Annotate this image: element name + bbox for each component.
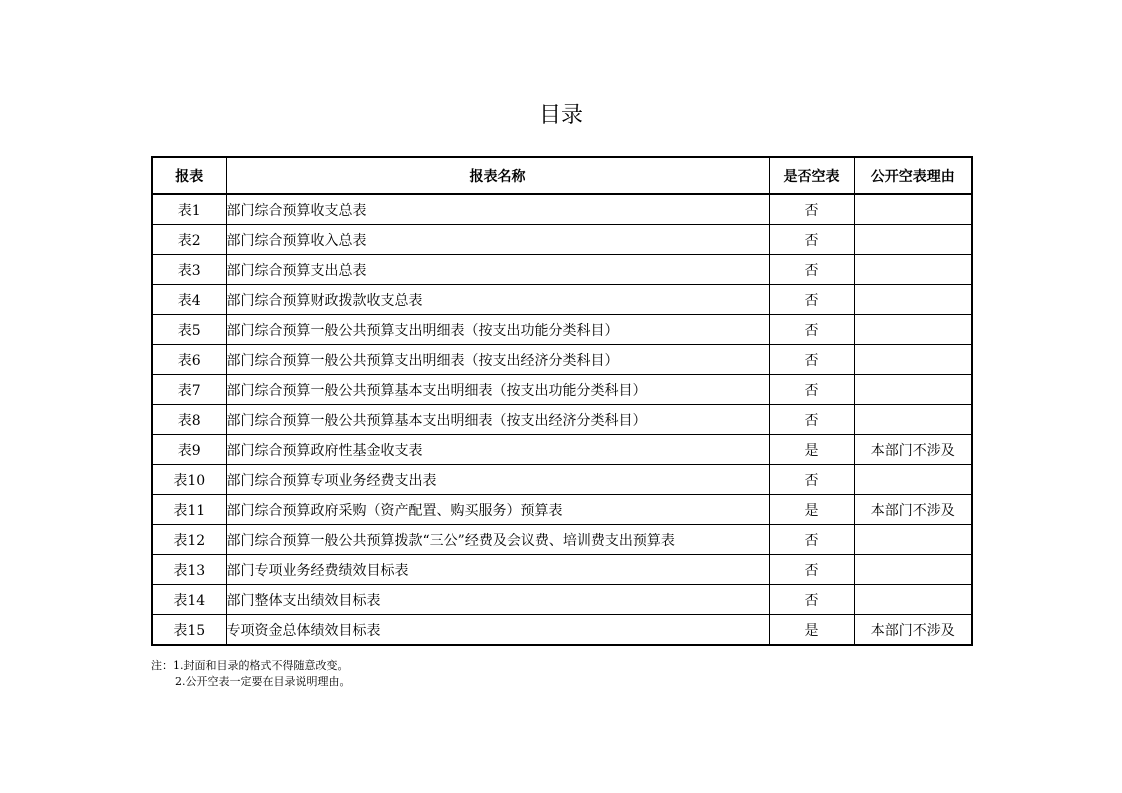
is-empty-cell: 否 [769,405,854,435]
is-empty-cell: 否 [769,375,854,405]
report-name-cell: 部门综合预算一般公共预算拨款“三公”经费及会议费、培训费支出预算表 [226,525,769,555]
footnote-2: 2.公开空表一定要在目录说明理由。 [175,675,351,688]
report-id-cell: 表2 [152,225,226,255]
empty-reason-cell [854,225,972,255]
table-row [152,194,972,225]
page-title: 目录 [538,103,583,128]
table-row [152,615,972,646]
report-id-cell: 表3 [152,255,226,285]
empty-reason-cell: 本部门不涉及 [854,615,972,646]
header-report-id: 报表 [152,157,226,194]
report-name-cell: 部门综合预算政府采购（资产配置、购买服务）预算表 [226,495,769,525]
header-is-empty: 是否空表 [769,157,854,194]
empty-reason-cell [854,255,972,285]
report-name-cell: 部门综合预算一般公共预算支出明细表（按支出功能分类科目） [226,315,769,345]
report-name-cell: 部门综合预算财政拨款收支总表 [226,285,769,315]
table-row [152,585,972,615]
report-name-cell: 部门综合预算收入总表 [226,225,769,255]
table-row [152,495,972,525]
empty-reason-cell [854,375,972,405]
header-empty-reason: 公开空表理由 [854,157,972,194]
is-empty-cell: 否 [769,345,854,375]
table-row [152,465,972,495]
report-name-cell: 专项资金总体绩效目标表 [226,615,769,646]
empty-reason-cell [854,405,972,435]
report-name-cell: 部门综合预算一般公共预算基本支出明细表（按支出经济分类科目） [226,405,769,435]
is-empty-cell: 否 [769,225,854,255]
empty-reason-cell [854,315,972,345]
report-name-cell: 部门综合预算支出总表 [226,255,769,285]
report-id-cell: 表5 [152,315,226,345]
is-empty-cell: 是 [769,495,854,525]
report-id-cell: 表9 [152,435,226,465]
report-id-cell: 表10 [152,465,226,495]
empty-reason-cell [854,525,972,555]
report-name-cell: 部门综合预算政府性基金收支表 [226,435,769,465]
report-name-cell: 部门综合预算一般公共预算基本支出明细表（按支出功能分类科目） [226,375,769,405]
header-report-name: 报表名称 [226,157,769,194]
report-id-cell: 表14 [152,585,226,615]
report-name-cell: 部门整体支出绩效目标表 [226,585,769,615]
is-empty-cell: 是 [769,435,854,465]
table-row [152,285,972,315]
is-empty-cell: 否 [769,255,854,285]
report-name-cell: 部门综合预算专项业务经费支出表 [226,465,769,495]
report-id-cell: 表6 [152,345,226,375]
table-body [152,194,972,645]
empty-reason-cell [854,585,972,615]
table-row [152,225,972,255]
table-row [152,435,972,465]
footnotes [151,658,351,690]
empty-reason-cell [854,194,972,225]
table-row [152,375,972,405]
report-id-cell: 表12 [152,525,226,555]
report-id-cell: 表1 [152,194,226,225]
table-row [152,255,972,285]
is-empty-cell: 否 [769,285,854,315]
empty-reason-cell: 本部门不涉及 [854,495,972,525]
table-row [152,555,972,585]
is-empty-cell: 否 [769,315,854,345]
table-row [152,315,972,345]
empty-reason-cell [854,465,972,495]
catalog-table [151,156,973,646]
table-header-row [152,157,972,194]
empty-reason-cell [854,555,972,585]
table-row [152,345,972,375]
table-row [152,405,972,435]
empty-reason-cell [854,285,972,315]
report-name-cell: 部门综合预算收支总表 [226,194,769,225]
report-name-cell: 部门专项业务经费绩效目标表 [226,555,769,585]
report-id-cell: 表8 [152,405,226,435]
empty-reason-cell: 本部门不涉及 [854,435,972,465]
footnote-1: 注：1.封面和目录的格式不得随意改变。 [151,659,349,672]
is-empty-cell: 否 [769,525,854,555]
report-id-cell: 表7 [152,375,226,405]
report-id-cell: 表13 [152,555,226,585]
report-name-cell: 部门综合预算一般公共预算支出明细表（按支出经济分类科目） [226,345,769,375]
is-empty-cell: 是 [769,615,854,646]
is-empty-cell: 否 [769,585,854,615]
report-id-cell: 表15 [152,615,226,646]
is-empty-cell: 否 [769,194,854,225]
report-id-cell: 表11 [152,495,226,525]
is-empty-cell: 否 [769,465,854,495]
empty-reason-cell [854,345,972,375]
is-empty-cell: 否 [769,555,854,585]
table-row [152,525,972,555]
report-id-cell: 表4 [152,285,226,315]
